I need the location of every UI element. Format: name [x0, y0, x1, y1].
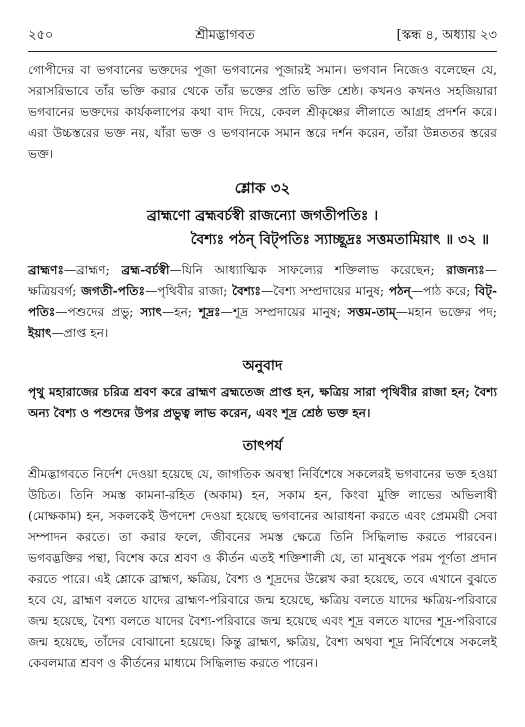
synonym-term: রাজন্যঃ [446, 263, 485, 277]
purport-title: তাৎপর্য [242, 438, 283, 454]
synonym-meaning: —প্রাপ্ত হন। [51, 326, 109, 340]
synonym-meaning: —ব্রাহ্মণ; [63, 263, 122, 277]
synonym-meaning: —শূদ্র সম্প্রদায়ের মানুষ; [220, 305, 348, 319]
synonym-meaning: —বৈশ্য সম্প্রদায়ের মানুষ; [261, 284, 389, 298]
synonym-meaning: —পৃথিবীর রাজা; [145, 284, 233, 298]
sloka-line-2: বৈশ্যঃ পঠন্ বিট্‌পতিঃ স্যাচ্ছূদ্রঃ সত্তমতামিয়াৎ ॥ ৩২ ॥ [190, 232, 489, 248]
synonym-meaning: —যিনি আধ্যাত্মিক সাফল্যের শক্তিলাভ করেছেন; [169, 263, 447, 277]
purport-section [28, 464, 497, 674]
translation-title: অনুবাদ [242, 358, 283, 374]
synonym-term: বৈশ্যঃ [232, 284, 262, 298]
synonym-term: ব্রাহ্মণঃ [28, 263, 64, 277]
sloka-line-1: ব্রাহ্মণো ব্রহ্মবর্চস্বী রাজন্যো জগতীপতিঃ । [146, 208, 379, 224]
synonym-term: স্যাৎ [140, 305, 163, 319]
book-title: শ্রীমদ্ভাগবত [195, 28, 255, 43]
synonym-meaning: —পাঠ করে; [410, 284, 476, 298]
synonym-meaning: —ক্ষত্রিয়বর্গ; [28, 263, 497, 298]
intro-paragraph: গোপীদের বা ভগবানের ভক্তদের পূজা ভগবানের পূজারই সমান। ভগবান নিজেও বলেছেন যে, সরাসরিভাবে তাঁর ভক্তি করার থেকে তাঁর ভক্তের প্রতি ভক্তি শ্রেষ্ঠ। কখনও কখনও সহজিয়ারা ভগবানের ভক্তদের কার্যকলাপের কথা বাদ দিয়ে, কেবল শ্রীকৃষ্ণের লীলাতে আগ্রহ প্রদর্শন করে। এরা উচ্চস্তরের ভক্ত নয়, যাঁরা ভক্ত ও ভগবানকে সমান স্তরে দর্শন করেন, তাঁরা উন্নততর স্তরের ভক্ত। [28, 63, 497, 161]
synonym-meaning: —পশুদের প্রভু; [55, 305, 141, 319]
synonym-term: শূদ্রঃ [198, 305, 221, 319]
synonym-term: ইয়াৎ [28, 326, 52, 340]
synonym-term: পঠন্ [388, 284, 411, 298]
purport-text: শ্রীমদ্ভাগবতে নির্দেশ দেওয়া হয়েছে যে, জাগতিক অবস্থা নির্বিশেষে সকলেরই ভগবানের ভক্ত হওয়া উচিত। তিনি সমস্ত কামনা-রহিত (অকাম) হন, সকাম হন, কিংবা মুক্তি লাভের অভিলাষী (মোক্ষকাম) হন, সকলকেই উপদেশ দেওয়া হয়েছে ভগবানের আরাধনা করতে এবং প্রেমময়ী সেবা সম্পাদন করতে। তা করার ফলে, জীবনের সমস্ত ক্ষেত্রে তিনি সিদ্ধিলাভ করতে পারবেন। ভগবদ্ভক্তির পন্থা, বিশেষ করে শ্রবণ ও কীর্তন এতই শক্তিশালী যে, তা মানুষকে পরম পূর্ণতা প্রদান করতে পারে। এই শ্লোকে ব্রাহ্মণ, ক্ষত্রিয়, বৈশ্য ও শূদ্রদের উল্লেখ করা হয়েছে, তবে এখানে বুঝতে হবে যে, ব্রাহ্মণ বলতে যাদের ব্রাহ্মণ-পরিবারে জন্ম হয়েছে, ক্ষত্রিয় বলতে যাদের ক্ষত্রিয়-পরিবারে জন্ম হয়েছে, বৈশ্য বলতে যাদের বৈশ্য-পরিবারে জন্ম হয়েছে এবং শূদ্র বলতে যাদের শূদ্র-পরিবারে জন্ম হয়েছে, তাঁদের বোঝানো হয়েছে। কিন্তু ব্রাহ্মণ, ক্ষত্রিয়, বৈশ্য অথবা শূদ্র নির্বিশেষে সকলেই কেবলমাত্র শ্রবণ ও কীর্তনের মাধ্যমে সিদ্ধিলাভ করতে পারেন। [28, 467, 497, 670]
synonym-term: জগতী-পতিঃ [81, 284, 146, 298]
word-meanings [28, 260, 497, 344]
canto-chapter: [স্কন্ধ ৪, অধ্যায় ২৩ [396, 28, 497, 43]
synonym-term: সত্তম-তাম্ [347, 305, 396, 319]
page-header [28, 26, 497, 52]
synonym-meaning: —হন; [162, 305, 199, 319]
synonym-term: বিট্-পতিঃ [28, 284, 498, 319]
synonym-term: ব্রহ্ম-বর্চস্বী [121, 263, 170, 277]
synonym-meaning: —মহান ভক্তের পদ; [395, 305, 497, 319]
page-number: ২৫০ [28, 28, 54, 43]
translation-text: পৃথু মহারাজের চরিত্র শ্রবণ করে ব্রাহ্মণ ব্রহ্মতেজ প্রাপ্ত হন, ক্ষত্রিয় সারা পৃথিবীর রাজা হন; বৈশ্য অন্য বৈশ্য ও পশুদের উপর প্রভুত্ব লাভ করেন, এবং শূদ্র শ্রেষ্ঠ ভক্ত হন। [28, 385, 497, 420]
sloka-title: শ্লোক ৩২ [234, 179, 291, 197]
